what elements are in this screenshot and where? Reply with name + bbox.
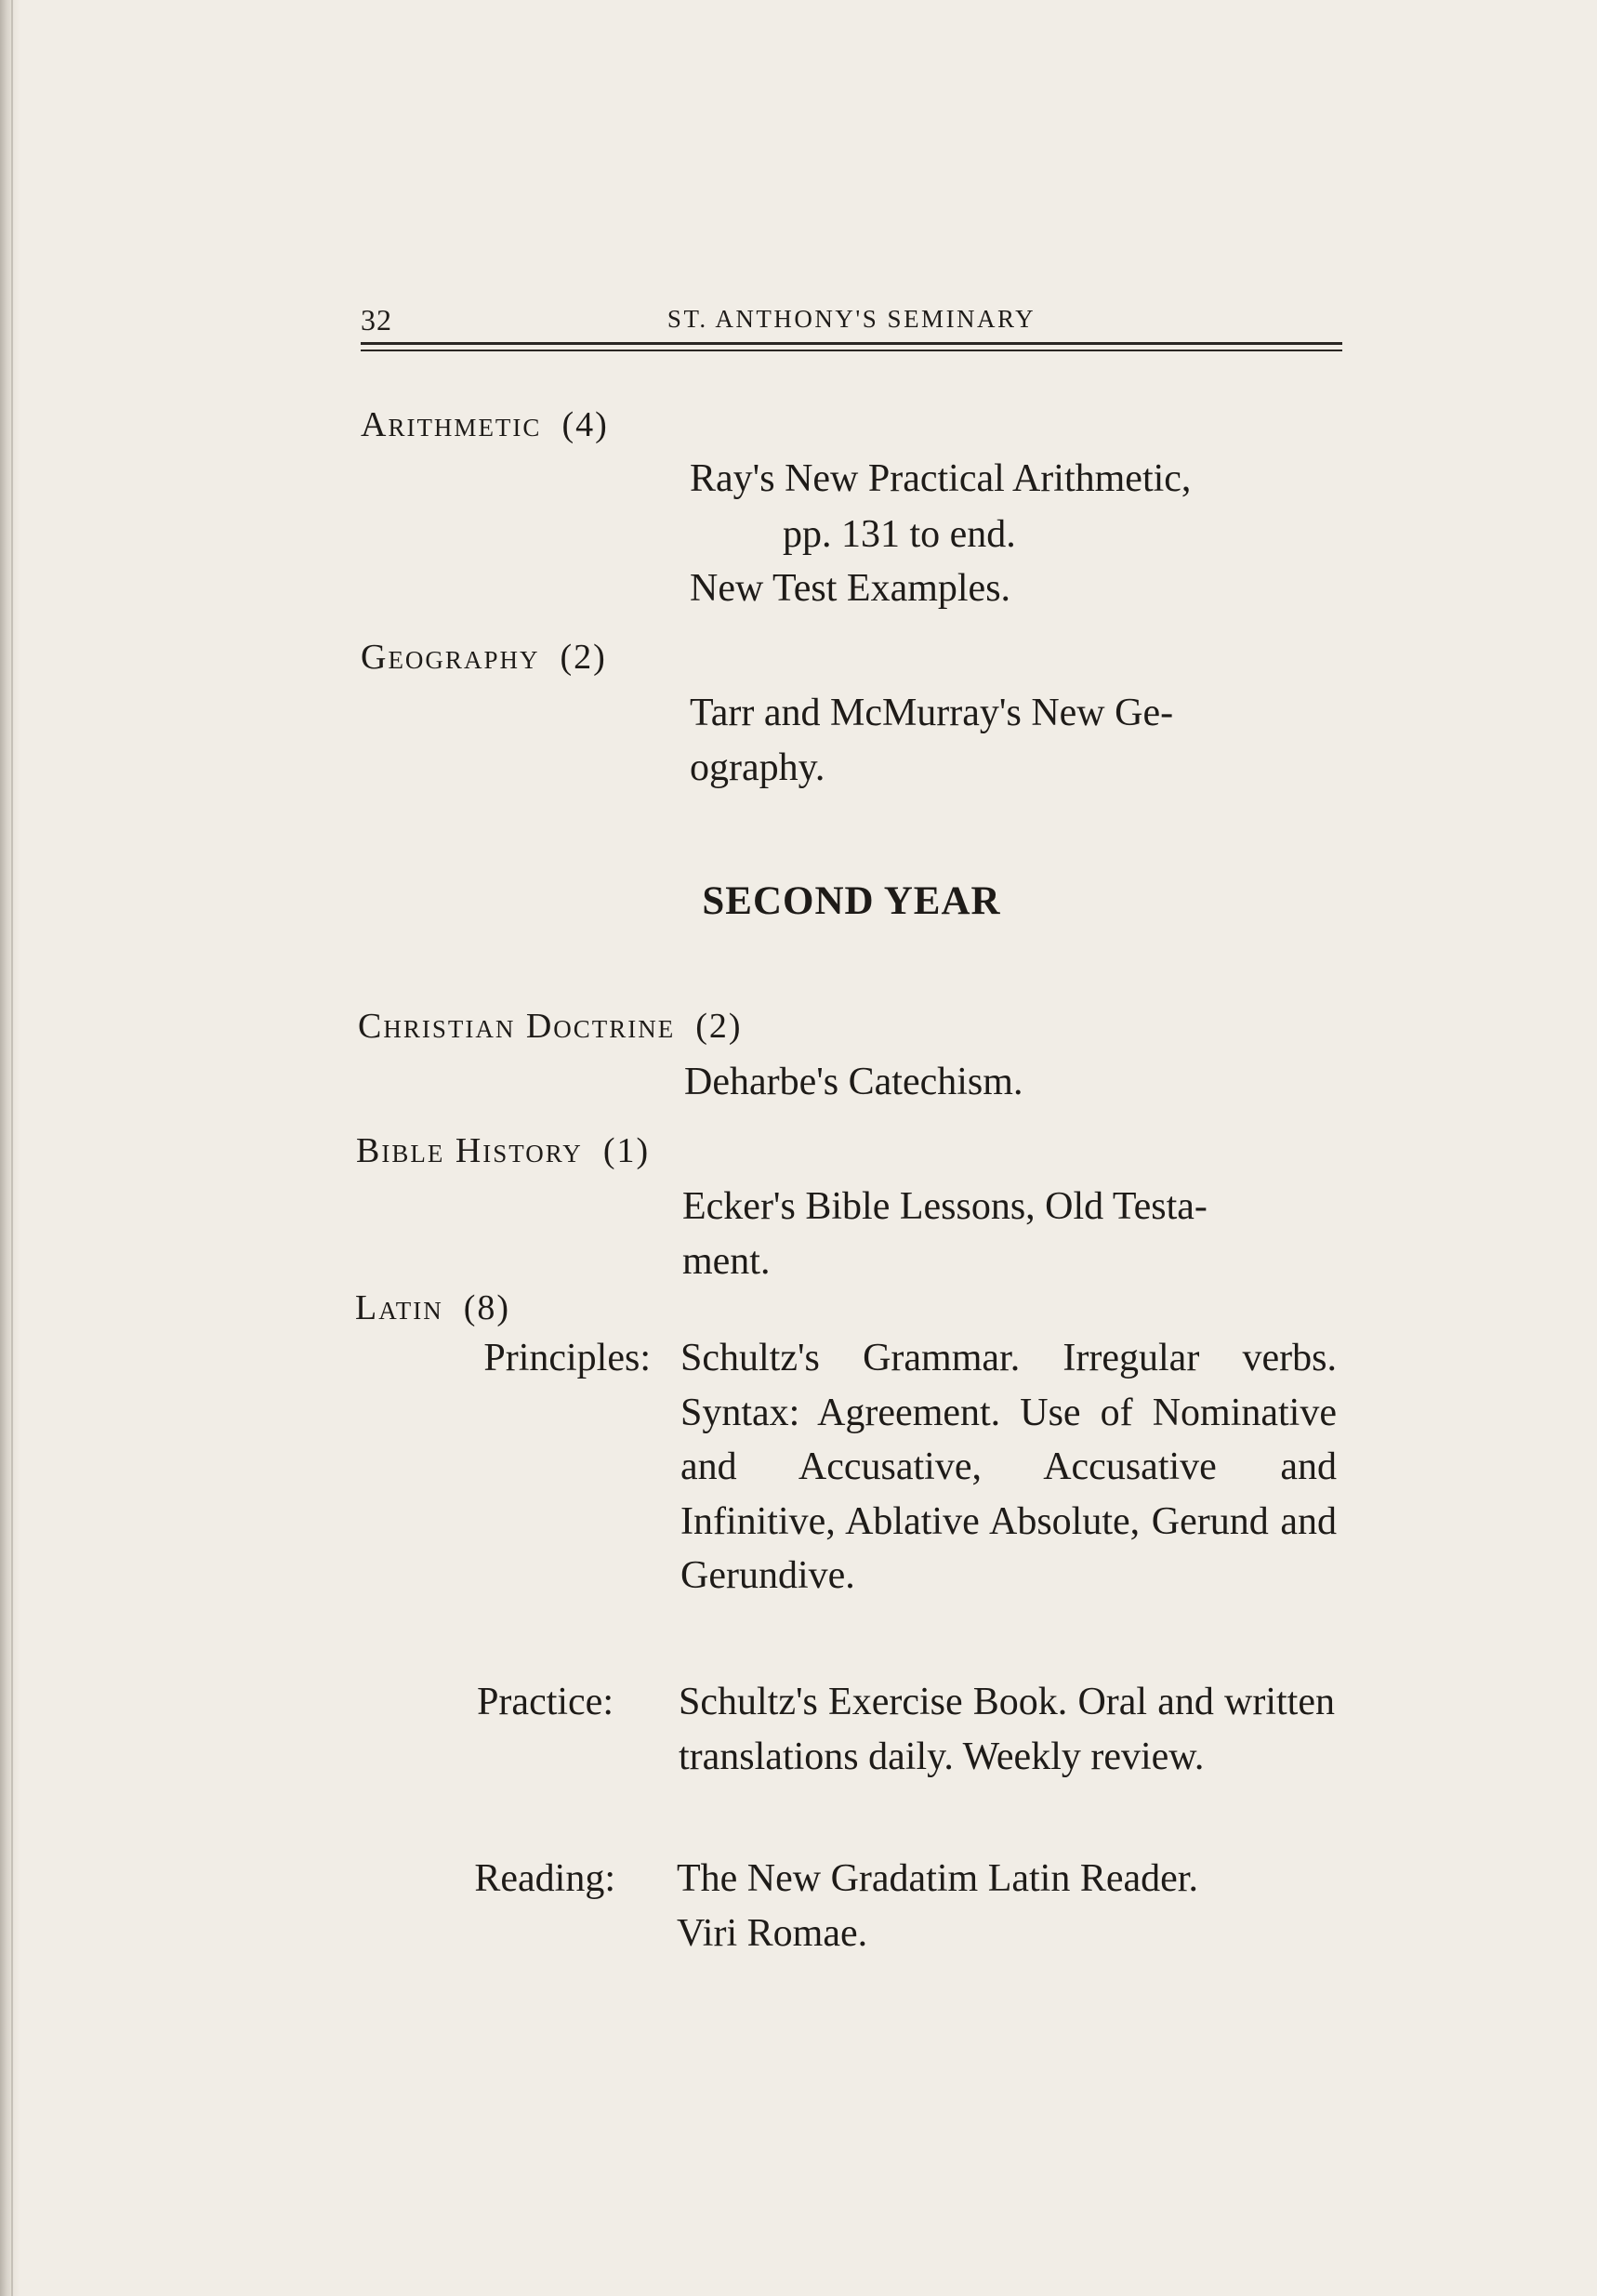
bible-history-heading [356, 1124, 650, 1178]
bible-history-title: Bible History [356, 1131, 583, 1170]
latin-practice-text: Schultz's Exercise Book. Oral and written translations daily. Weekly review. [679, 1681, 1335, 1778]
geography-hours: (2) [560, 638, 607, 677]
arithmetic-title: Arithmetic [361, 405, 542, 444]
latin-heading [355, 1281, 510, 1335]
header-rule-thin [361, 350, 1342, 351]
geography-title: Geography [361, 638, 540, 677]
latin-reading-line-2: Viri Romae. [677, 1912, 868, 1955]
geography-heading [361, 630, 607, 684]
christian-doctrine-hours: (2) [695, 1007, 743, 1046]
geography-line-1: Tarr and McMurray's New Ge- [690, 692, 1174, 734]
header-rule [361, 342, 1342, 345]
latin-reading-label: Reading: [474, 1857, 615, 1900]
geography-line-2: ography. [690, 746, 825, 789]
book-gutter [0, 0, 20, 2296]
arithmetic-hours: (4) [561, 405, 609, 444]
christian-doctrine-title: Christian Doctrine [358, 1007, 676, 1046]
bible-history-line-1: Ecker's Bible Lessons, Old Testa- [682, 1185, 1208, 1228]
header-title: ST. ANTHONY'S SEMINARY [667, 305, 1036, 333]
bible-history-hours: (1) [602, 1131, 651, 1170]
arithmetic-line-2: pp. 131 to end. [783, 513, 1016, 556]
arithmetic-line-3: New Test Examples. [690, 567, 1011, 610]
christian-doctrine-line-1: Deharbe's Catechism. [684, 1061, 1023, 1103]
latin-hours: (8) [463, 1288, 511, 1327]
latin-principles-label: Principles: [483, 1337, 651, 1379]
page-number: 32 [361, 303, 392, 336]
section-title: SECOND YEAR [702, 879, 1001, 923]
arithmetic-line-1: Ray's New Practical Arithmetic, [690, 457, 1192, 500]
running-head [361, 303, 1342, 344]
latin-practice-label: Practice: [477, 1681, 614, 1723]
christian-doctrine-heading [358, 999, 743, 1053]
latin-reading-line-1: The New Gradatim Latin Reader. [677, 1857, 1198, 1900]
bible-history-line-2: ment. [682, 1240, 771, 1283]
latin-principles-text: Schultz's Grammar. Irregular verbs. Syntax: Agreement. Use of Nominative and Accusative, Accusative and Infinitive, Ablative Absolute, Gerund and Gerundive. [680, 1337, 1337, 1597]
latin-title: Latin [355, 1288, 443, 1327]
arithmetic-heading [361, 398, 609, 452]
